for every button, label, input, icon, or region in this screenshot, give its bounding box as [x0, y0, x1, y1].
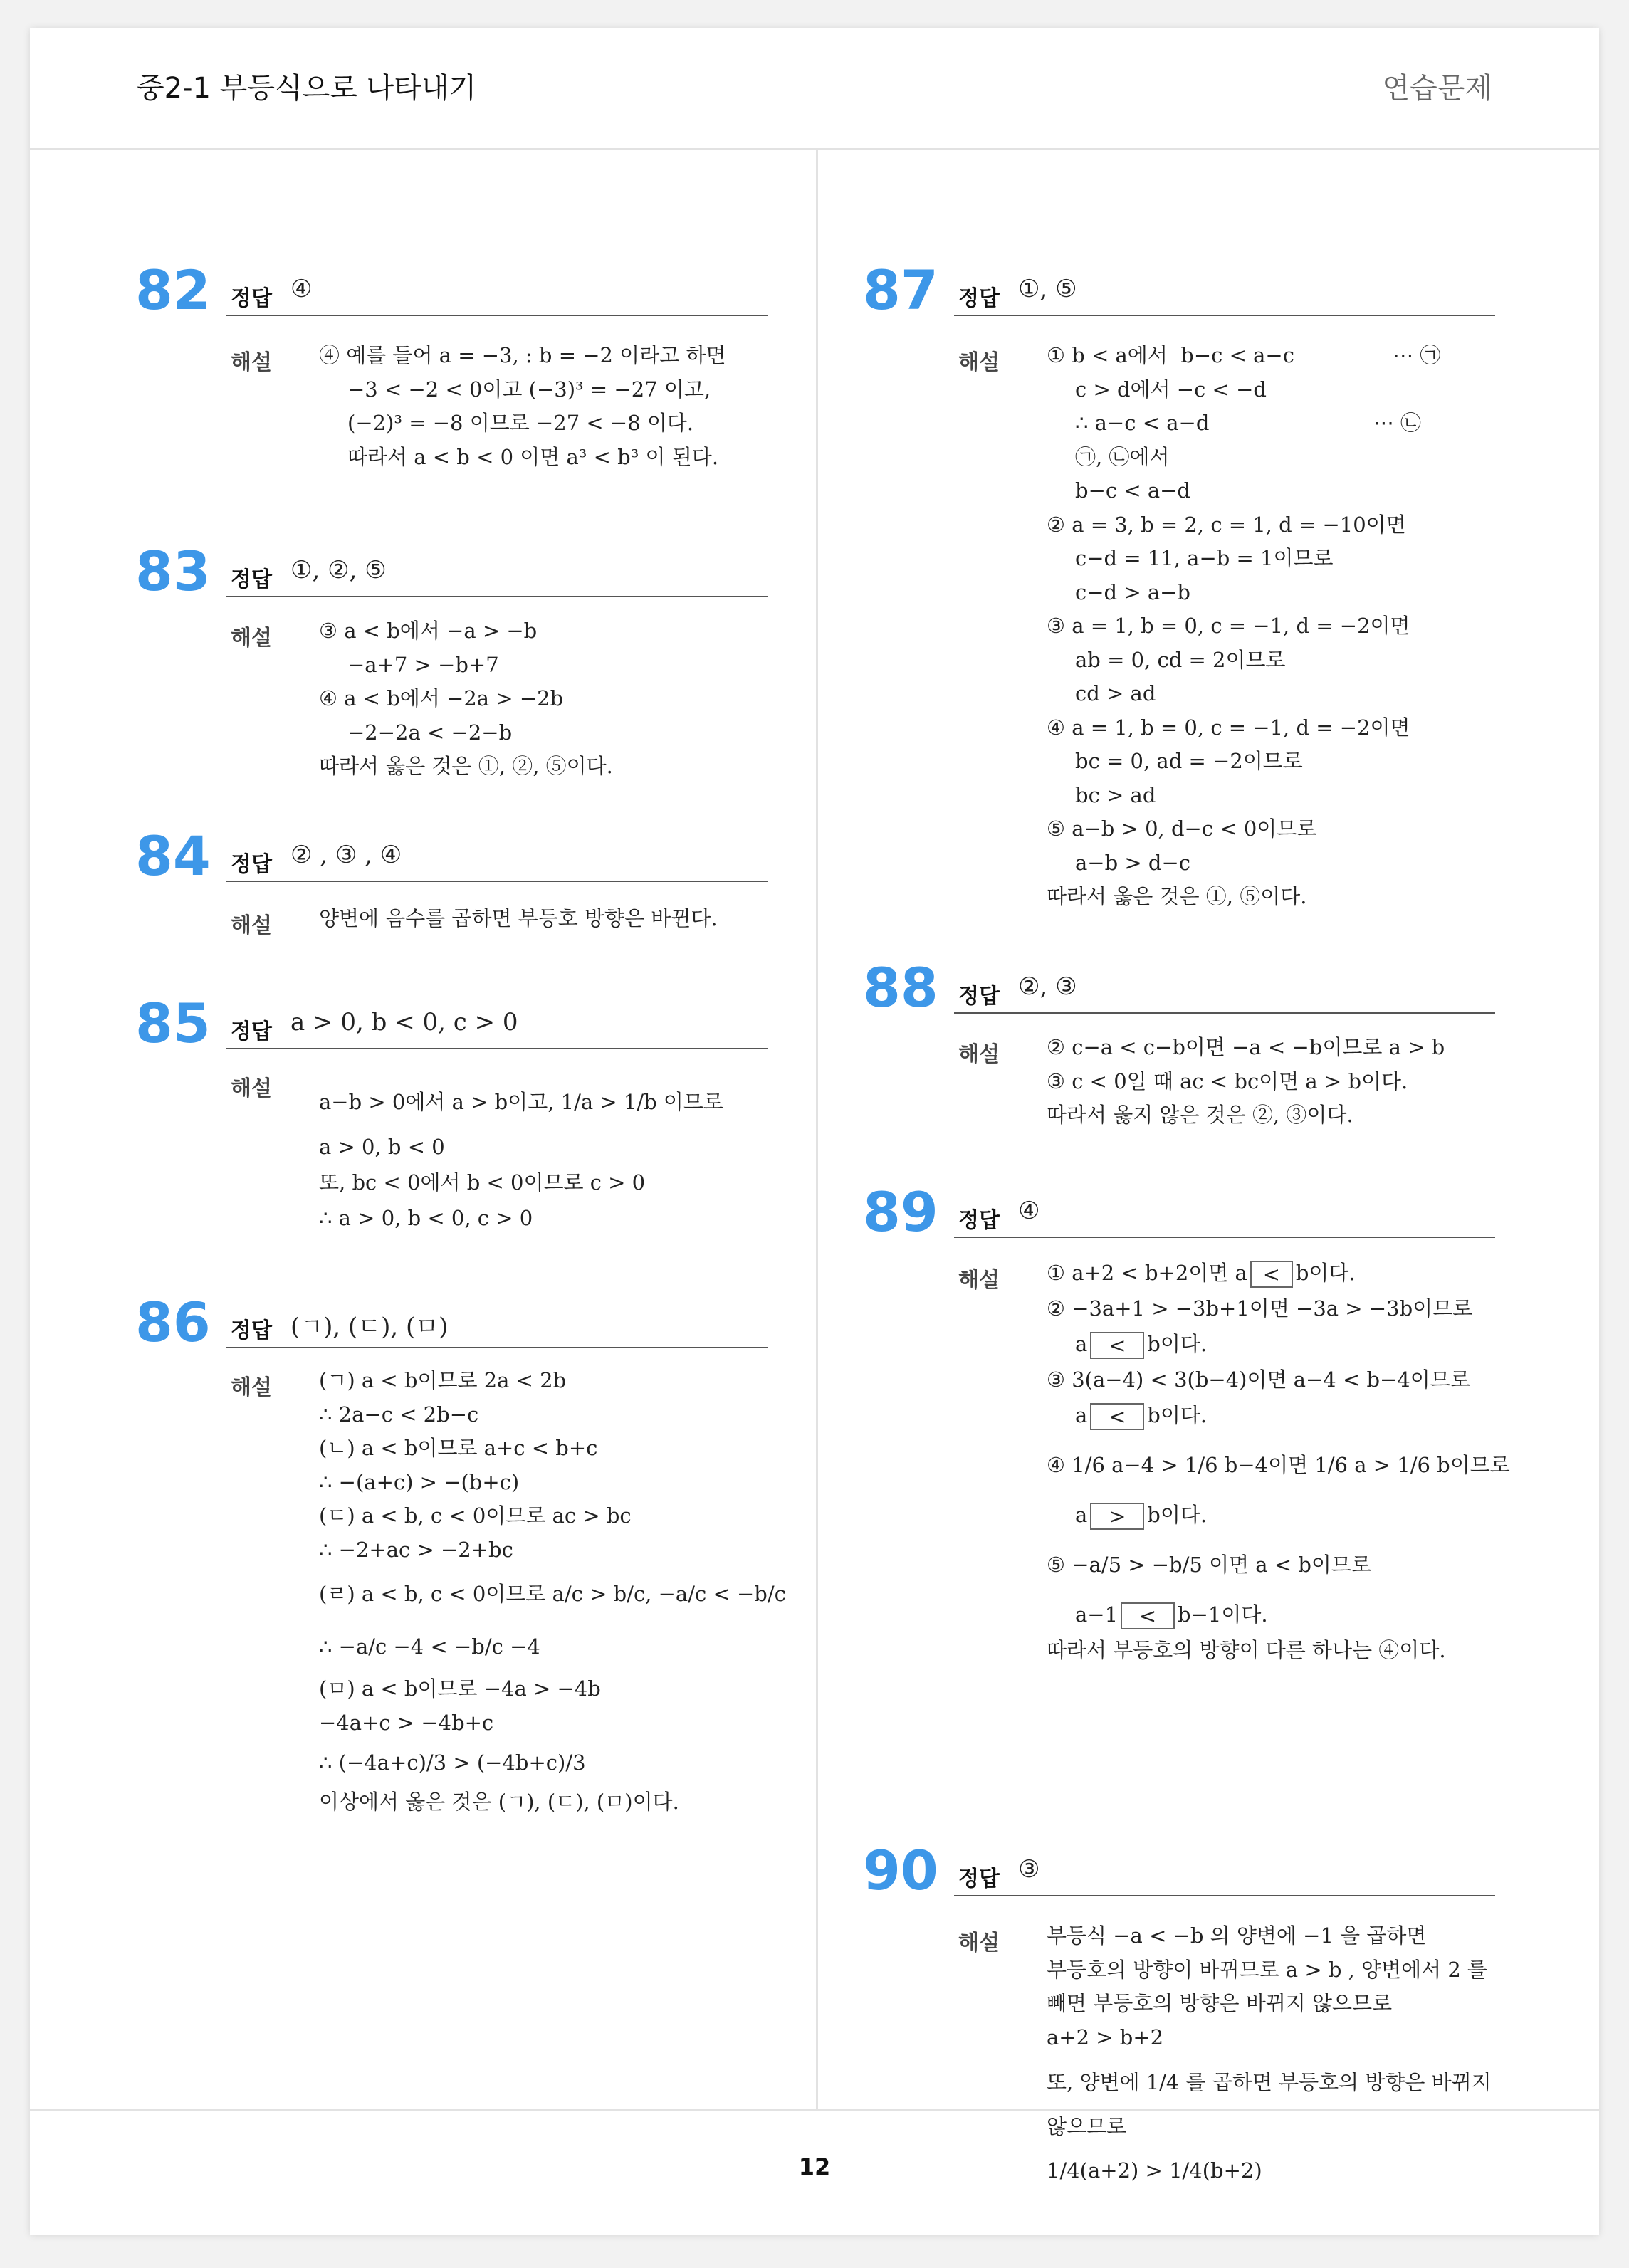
solution-line: c−d > a−b	[1075, 579, 1190, 604]
column-divider	[816, 148, 818, 2109]
solution-line: ③ 3(a−4) < 3(b−4)이면 a−4 < b−4이므로	[1047, 1367, 1470, 1392]
solution-line: a+2 > b+2	[1047, 2025, 1164, 2049]
solution-body	[1047, 1255, 1510, 1668]
solution-line: ㉠, ㉡에서	[1075, 444, 1170, 469]
solution-line: ④ 1/6 a−4 > 1/6 b−4이면 1/6 a > 1/6 b이므로	[1047, 1453, 1510, 1477]
solution-line: 빼면 부등호의 방향은 바뀌지 않으므로	[1047, 1991, 1393, 2015]
problem-number: 90	[863, 1839, 938, 1902]
solution-line	[1047, 1255, 1502, 1291]
solution-line: ② c−a < c−b이면 −a < −b이므로 a > b	[1047, 1035, 1445, 1059]
solution-line: 1/4(a+2) > 1/4(b+2)	[1047, 2158, 1262, 2183]
solution-body	[319, 902, 775, 936]
solution-line: ③ a = 1, b = 0, c = −1, d = −2이면	[1047, 614, 1410, 638]
solution-body	[1047, 339, 1502, 914]
answer-label: 정답	[231, 852, 272, 877]
solution-line: a−b > 0에서 a > b이고, 1/a > 1/b 이므로	[319, 1090, 723, 1114]
solution-line: ∴ −a/c −4 < −b/c −4	[319, 1634, 540, 1659]
problem-number: 83	[135, 540, 211, 603]
solution-line: 따라서 옳은 것은 ①, ②, ⑤이다.	[319, 754, 613, 778]
solution-line: (ㄹ) a < b, c < 0이므로 a/c > b/c, −a/c < −b/c	[319, 1582, 786, 1606]
answer-label: 정답	[231, 286, 272, 311]
solution-line: ③ c < 0일 때 ac < bc이면 a > b이다.	[1047, 1069, 1408, 1093]
solution-line: ∴ a−c < a−d ⋯ ㉡	[1075, 411, 1422, 435]
answer-row	[226, 998, 768, 1049]
answer-label: 정답	[231, 1318, 272, 1343]
solution-body	[319, 1075, 775, 1236]
solution-line: 따라서 옳지 않은 것은 ②, ③이다.	[1047, 1103, 1353, 1127]
solution-line: 따라서 옳은 것은 ①, ⑤이다.	[1047, 884, 1307, 908]
solution-line: b−c < a−d	[1075, 478, 1190, 503]
solution-line: ② a = 3, b = 2, c = 1, d = −10이면	[1047, 512, 1406, 537]
solution-line: 따라서 a < b < 0 이면 a³ < b³ 이 된다.	[347, 444, 719, 469]
worksheet-page	[30, 28, 1599, 2235]
problem-number: 89	[863, 1180, 938, 1244]
answer-row	[954, 962, 1495, 1014]
solution-line: bc > ad	[1075, 782, 1156, 807]
problem-number: 85	[135, 992, 211, 1055]
answer-label: 정답	[958, 1867, 1000, 1891]
answer-row	[954, 1845, 1495, 1896]
solution-line	[1047, 1326, 1502, 1362]
answer-value: a > 0, b < 0, c > 0	[290, 1008, 518, 1036]
solution-text: a	[1075, 1332, 1088, 1356]
solution-line: ∴ −(a+c) > −(b+c)	[319, 1469, 520, 1494]
solution-line: −3 < −2 < 0이고 (−3)³ = −27 이고,	[347, 377, 711, 401]
solution-label: 해설	[231, 913, 272, 938]
problem-number: 87	[863, 258, 938, 322]
answer-box: <	[1121, 1602, 1175, 1629]
answer-box: <	[1090, 1403, 1144, 1430]
solution-line: (ㄷ) a < b, c < 0이므로 ac > bc	[319, 1503, 632, 1528]
solution-line: (−2)³ = −8 이므로 −27 < −8 이다.	[347, 411, 694, 435]
solution-label: 해설	[958, 1042, 1000, 1067]
solution-body	[319, 614, 775, 784]
solution-label: 해설	[231, 350, 272, 375]
solution-line: 또, bc < 0에서 b < 0이므로 c > 0	[319, 1170, 646, 1195]
answer-label: 정답	[958, 1208, 1000, 1233]
solution-line: ∴ 2a−c < 2b−c	[319, 1402, 479, 1427]
solution-line: bc = 0, ad = −2이므로	[1075, 749, 1303, 773]
solution-line: 이상에서 옳은 것은 (ㄱ), (ㄷ), (ㅁ)이다.	[319, 1790, 679, 1814]
solution-line: ∴ −2+ac > −2+bc	[319, 1537, 513, 1562]
solution-line: ④ a = 1, b = 0, c = −1, d = −2이면	[1047, 715, 1410, 740]
answer-row	[226, 265, 768, 316]
solution-line: c > d에서 −c < −d	[1075, 377, 1267, 401]
solution-text: a−1	[1075, 1602, 1119, 1627]
solution-body	[319, 339, 775, 474]
answer-row	[226, 546, 768, 597]
solution-label: 해설	[231, 1076, 272, 1101]
solution-line: −a+7 > −b+7	[347, 652, 499, 677]
solution-text: a	[1075, 1403, 1088, 1427]
answer-row	[954, 1187, 1495, 1238]
answer-label: 정답	[231, 567, 272, 592]
problem-number: 84	[135, 824, 211, 888]
solution-line: ∴ a > 0, b < 0, c > 0	[319, 1206, 533, 1230]
problem-number: 86	[135, 1291, 211, 1354]
answer-row	[954, 265, 1495, 316]
solution-line	[1047, 1497, 1502, 1533]
answer-value: ③	[1018, 1855, 1040, 1884]
solution-line: 또, 양변에 1/4 를 곱하면 부등호의 방향은 바뀌지	[1047, 2070, 1492, 2094]
solution-label: 해설	[958, 1931, 1000, 1955]
page-footer	[30, 2109, 1599, 2237]
answer-value: ② , ③ , ④	[290, 841, 402, 869]
solution-line: c−d = 11, a−b = 1이므로	[1075, 546, 1334, 570]
solution-line: 따라서 부등호의 방향이 다른 하나는 ④이다.	[1047, 1638, 1446, 1662]
solution-line: −2−2a < −2−b	[347, 720, 513, 745]
problem-number: 88	[863, 956, 938, 1019]
answer-box: <	[1090, 1332, 1144, 1359]
answer-label: 정답	[958, 984, 1000, 1009]
solution-body	[319, 1364, 786, 1820]
solution-line: ② −3a+1 > −3b+1이면 −3a > −3b이므로	[1047, 1296, 1473, 1321]
solution-line: ∴ (−4a+c)/3 > (−4b+c)/3	[319, 1750, 586, 1775]
answer-box: >	[1090, 1503, 1144, 1530]
solution-line: ③ a < b에서 −a > −b	[319, 619, 538, 643]
solution-text: a	[1075, 1503, 1088, 1527]
solution-line: ④ 예를 들어 a = −3, : b = −2 이라고 하면	[319, 343, 726, 367]
solution-line: a > 0, b < 0	[319, 1135, 445, 1159]
solution-line: ⑤ −a/5 > −b/5 이면 a < b이므로	[1047, 1553, 1371, 1577]
answer-row	[226, 831, 768, 882]
solution-line: ④ a < b에서 −2a > −2b	[319, 686, 564, 710]
solution-label: 해설	[958, 350, 1000, 375]
solution-label: 해설	[231, 626, 272, 651]
section-label: 연습문제	[1382, 72, 1492, 105]
answer-value: ④	[1018, 1197, 1040, 1225]
solution-line: 양변에 음수를 곱하면 부등호 방향은 바뀐다.	[319, 906, 718, 930]
answer-value: ①, ②, ⑤	[290, 556, 387, 584]
solution-label: 해설	[231, 1375, 272, 1400]
solution-line: −4a+c > −4b+c	[319, 1710, 494, 1735]
answer-value: ①, ⑤	[1018, 275, 1077, 303]
answer-value: (ㄱ), (ㄷ), (ㅁ)	[290, 1313, 449, 1341]
problem-number: 82	[135, 258, 211, 322]
answer-row	[226, 1297, 768, 1348]
solution-line	[1047, 1597, 1502, 1632]
solution-line: (ㄴ) a < b이므로 a+c < b+c	[319, 1436, 598, 1460]
solution-text: b이다.	[1147, 1503, 1208, 1527]
solution-text: b이다.	[1147, 1332, 1208, 1356]
solution-line: ab = 0, cd = 2이므로	[1075, 647, 1286, 672]
page-title: 중2-1 부등식으로 나타내기	[137, 72, 477, 105]
answer-label: 정답	[231, 1019, 272, 1044]
solution-label: 해설	[958, 1268, 1000, 1293]
page-number: 12	[798, 2153, 831, 2180]
answer-value: ④	[290, 275, 313, 303]
solution-line: a−b > d−c	[1075, 850, 1190, 875]
solution-line: ① b < a에서 b−c < a−c ⋯ ㉠	[1047, 343, 1441, 367]
solution-line: 않으므로	[1047, 2114, 1127, 2138]
solution-line: 부등식 −a < −b 의 양변에 −1 을 곱하면	[1047, 1923, 1427, 1948]
solution-line: 부등호의 방향이 바뀌므로 a > b , 양변에서 2 를	[1047, 1957, 1488, 1982]
answer-value: ②, ③	[1018, 972, 1077, 1001]
solution-line	[1047, 1397, 1502, 1433]
solution-line: (ㄱ) a < b이므로 2a < 2b	[319, 1368, 567, 1392]
solution-body	[1047, 1031, 1502, 1133]
solution-text: b이다.	[1147, 1403, 1208, 1427]
solution-line: cd > ad	[1075, 681, 1156, 705]
answer-label: 정답	[958, 286, 1000, 311]
solution-line: (ㅁ) a < b이므로 −4a > −4b	[319, 1676, 601, 1701]
page-header	[30, 28, 1599, 150]
solution-line: ⑤ a−b > 0, d−c < 0이므로	[1047, 817, 1317, 841]
answer-box: <	[1250, 1261, 1293, 1288]
solution-text: b이다.	[1295, 1261, 1356, 1285]
solution-text: b−1이다.	[1178, 1602, 1268, 1627]
solution-text: ① a+2 < b+2이면 a	[1047, 1261, 1247, 1285]
